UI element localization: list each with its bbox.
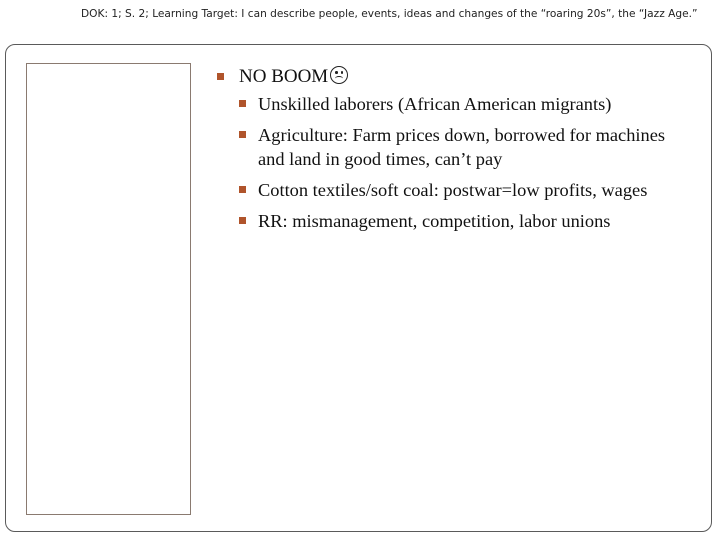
sub-bullet-text: Cotton textiles/soft coal: postwar=low profits, wages <box>258 180 648 200</box>
learning-target-header: DOK: 1; S. 2; Learning Target: I can describe people, events, ideas and changes of the “roaring 20s”, the “Jazz Age.” <box>81 8 698 20</box>
sub-bullet-text: Unskilled laborers (African American migrants) <box>258 94 612 114</box>
sub-bullet <box>213 92 683 116</box>
main-bullet-text: NO BOOM <box>239 66 329 87</box>
sub-bullet-text: Agriculture: Farm prices down, borrowed for machines and land in good times, can’t pay <box>258 125 666 169</box>
slide-content <box>213 64 683 240</box>
sub-bullet-text: RR: mismanagement, competition, labor unions <box>258 211 611 231</box>
sub-bullet <box>213 209 683 233</box>
bullet-marker-icon <box>239 186 246 193</box>
bullet-marker-icon <box>239 217 246 224</box>
sub-bullet <box>213 123 683 171</box>
bullet-marker-icon <box>217 73 224 80</box>
sub-bullet <box>213 178 683 202</box>
image-placeholder-box <box>26 63 191 515</box>
main-bullet <box>213 64 683 90</box>
frowning-face-icon <box>330 66 348 84</box>
bullet-marker-icon <box>239 131 246 138</box>
bullet-marker-icon <box>239 100 246 107</box>
